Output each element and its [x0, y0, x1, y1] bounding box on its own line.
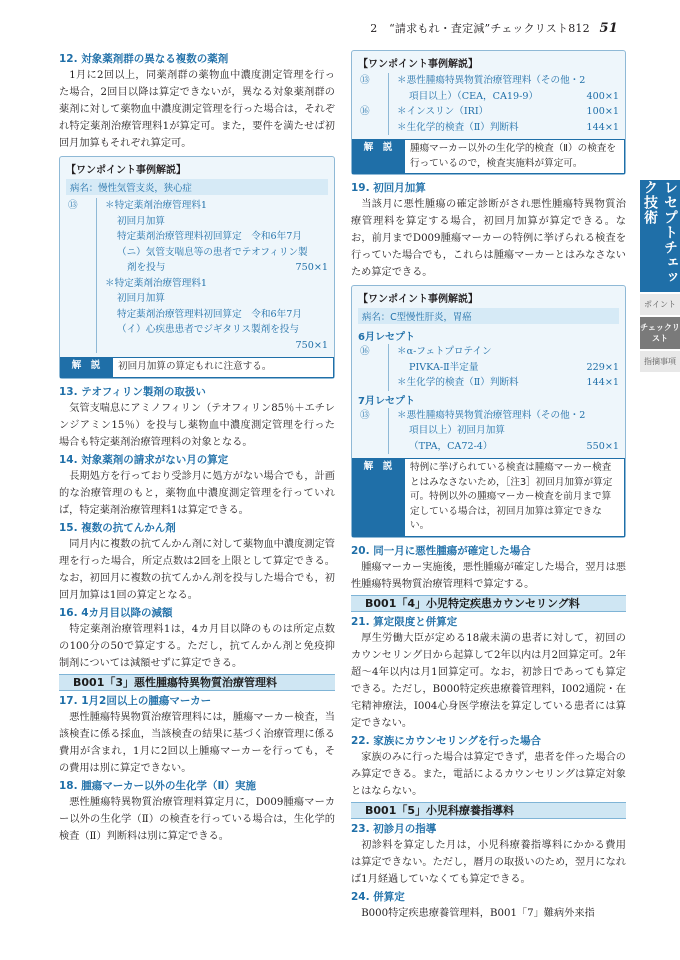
- claim-line-points: 100×1: [586, 106, 619, 117]
- claim-line-text: 項目以上）（CEA，CA19-9）: [409, 90, 539, 102]
- example-row: [358, 408, 619, 455]
- claim-line: [397, 408, 619, 424]
- section-15-body: 同月内に複数の抗てんかん剤に対して薬物血中濃度測定管理を行った場合，所定点数は2回を上限として算定できる。なお，初回月に複数の抗てんかん剤を投与した場合でも，初回月加算は1回の算定となる。: [59, 538, 335, 601]
- claim-line-text: （イ）心疾患患者でジギタリス製剤を投与: [117, 324, 299, 335]
- claim-groups: [358, 327, 619, 454]
- claim-line-points: 550×1: [586, 440, 619, 452]
- claim-line-points: 229×1: [586, 361, 619, 373]
- section-22-body: 家族のみに行った場合は算定できず，患者を伴った場合のみ算定できる。また，電話によるカウンセリングは算定対象とはならない。: [351, 751, 626, 797]
- section-20-heading: 20. 同一月に悪性腫瘍が確定した場合: [351, 544, 531, 557]
- claim-line: [105, 198, 328, 214]
- section-16-heading: 16. 4カ月目以降の減額: [59, 606, 173, 619]
- claim-line: [105, 307, 328, 323]
- example-box-2: [351, 50, 626, 175]
- section-14-heading: 14. 対象薬剤の請求がない月の算定: [59, 453, 229, 466]
- claim-items: [388, 408, 619, 455]
- right-column: [351, 50, 626, 922]
- claim-items: [388, 73, 619, 104]
- claim-line-text: ＊特定薬剤治療管理料1: [105, 200, 208, 211]
- claim-line-text: 特定薬剤治療管理料初回算定 令和6年7月: [117, 231, 302, 242]
- claim-line: [105, 291, 328, 307]
- section-12-body: 1月に2回以上，同薬剤群の薬物血中濃度測定管理を行った場合，2回目以降は算定できないが，異なる対象薬剤群の薬剤に対して薬物血中濃度測定管理を行った場合は，それぞれ特定薬剤治療管理料1が算定可。また，要件を満たせば初回月加算もそれぞれ算定可。: [59, 70, 335, 149]
- example-box-title: 【ワンポイント事例解説】: [358, 294, 478, 305]
- example-row: [66, 198, 328, 353]
- claim-items: [96, 198, 328, 353]
- example-diagnosis: 病名：慢性気管支炎，狭心症: [66, 179, 328, 195]
- side-tab-main: レセプトチェック技術: [640, 180, 680, 292]
- section-13-heading: 13. テオフィリン製剤の取扱い: [59, 385, 206, 398]
- claim-code: ⑬: [360, 75, 370, 86]
- section-bar-b001-3: B001「3」悪性腫瘍特異物質治療管理料: [59, 674, 335, 691]
- claim-line: [397, 360, 619, 376]
- claim-line: [105, 276, 328, 292]
- explanation-text: 初回月加算の算定もれに注意する。: [112, 357, 334, 378]
- chapter-title: “請求もれ・査定減”チェックリスト812: [389, 22, 590, 35]
- section-13-body: 気管支喘息にアミノフィリン（テオフィリン85％＋エチレンジアミン15％）を投与し薬物血中濃度測定管理を行った場合も特定薬剤治療管理料の対象となる。: [59, 402, 335, 448]
- side-index-tabs: [640, 180, 680, 372]
- claim-line: [105, 214, 328, 230]
- claim-rows: [358, 73, 619, 135]
- side-tab-point: ポイント: [640, 294, 680, 315]
- section-24-heading: 24. 併算定: [351, 890, 405, 903]
- claim-line-points: 750×1: [295, 262, 328, 273]
- claim-line-text: ＊特定薬剤治療管理料1: [105, 277, 208, 289]
- example-box-3: [351, 285, 626, 538]
- section-21-heading: 21. 算定限度と併算定: [351, 615, 458, 628]
- explanation-text: 特例に挙げられている検査は腫瘍マーカー検査とはみなさないため，［注3］初回月加算が算定可。特例以外の腫瘍マーカー検査を前月まで算定している場合は，初回月加算は算定できない。: [404, 458, 625, 537]
- section-bar-b001-4: B001「4」小児特定疾患カウンセリング料: [351, 595, 626, 612]
- claim-line-text: 特定薬剤治療管理料初回算定 令和6年7月: [117, 308, 302, 320]
- claim-line-points: 400×1: [586, 90, 619, 102]
- example-box-1: [59, 156, 335, 379]
- left-column: [59, 50, 335, 845]
- chapter-number: 2: [370, 22, 378, 35]
- section-14-body: 長期処方を行っており受診月に処方がない場合でも，計画的な治療管理のもと，薬物血中濃度測定管理を行っていれば，特定薬剤治療管理料1は算定できる。: [59, 470, 335, 516]
- claim-line: [105, 338, 328, 354]
- claim-line: [397, 375, 619, 391]
- claim-line: [105, 245, 328, 261]
- section-18-body: 悪性腫瘍特異物質治療管理料算定月に，D009腫瘍マーカー以外の生化学（Ⅱ）の検査を行っている場合は，生化学的検査（Ⅱ）判断料は別に算定できる。: [59, 796, 335, 842]
- claim-line-text: ＊悪性腫瘍特異物質治療管理料（その他・2: [397, 409, 586, 421]
- example-box-title: 【ワンポイント事例解説】: [358, 59, 478, 70]
- example-diagnosis: 病名：C型慢性肝炎，胃癌: [358, 308, 619, 324]
- claim-line-points: 144×1: [586, 121, 619, 133]
- explanation-label: 解 説: [363, 461, 393, 472]
- claim-line-text: （ニ）気管支喘息等の患者でテオフィリン製: [117, 246, 308, 258]
- section-23-body: 初診料を算定した月は，小児科療養指導料にかかる費用は算定できない。ただし，暦月の取扱いのため，翌月になれば1月経過していなくても算定できる。: [351, 839, 626, 885]
- example-box-title: 【ワンポイント事例解説】: [66, 165, 186, 176]
- section-20-body: 腫瘍マーカー実施後，悪性腫瘍が確定した場合，翌月は悪性腫瘍特異物質治療管理料で算定する。: [351, 561, 626, 590]
- claim-line-text: 初回月加算: [117, 293, 165, 304]
- explanation-label: 解 説: [363, 142, 393, 153]
- example-row: [358, 344, 619, 391]
- claim-line: [397, 104, 619, 120]
- claim-line: [105, 322, 328, 338]
- section-17-heading: 17. 1月2回以上の腫瘍マーカー: [59, 694, 212, 707]
- claim-code: ⑬: [68, 200, 78, 211]
- section-15-heading: 15. 複数の抗てんかん剤: [59, 521, 176, 534]
- claim-code: ⑯: [360, 106, 370, 117]
- claim-line-text: ＊インスリン（IRI）: [397, 106, 489, 117]
- section-23-heading: 23. 初診月の指導: [351, 822, 437, 835]
- section-16-body: 特定薬剤治療管理料1は，4カ月目以降のものは所定点数の100分の50で算定する。ただし，抗てんかん剤と免疫抑制剤については減額せずに算定できる。: [59, 623, 335, 669]
- running-head: [370, 20, 618, 36]
- receipt-month-label: 7月レセプト: [358, 395, 415, 407]
- section-22-heading: 22. 家族にカウンセリングを行った場合: [351, 734, 542, 747]
- claim-line-text: 剤を投与: [127, 262, 166, 273]
- side-tab-checklist: チェックリスト: [640, 317, 680, 349]
- claim-line-points: 144×1: [586, 377, 619, 388]
- example-row: [358, 104, 619, 135]
- claim-line: [105, 260, 328, 276]
- section-21-body: 厚生労働大臣が定める18歳未満の患者に対して，初回のカウンセリング日から起算して2年以内は月2回算定可。2年超～4年以内は月1回算定可。なお，初診日であっても算定できる。ただし，B000特定疾患療養管理料，I002通院・在宅精神療法，I004心身医学療法を算定している患者には算定できない。: [351, 632, 626, 729]
- claim-line: [397, 120, 619, 136]
- claim-code: ⑯: [360, 346, 370, 357]
- section-bar-b001-5: B001「5」小児科療養指導料: [351, 802, 626, 819]
- explanation-text: 腫瘍マーカー以外の生化学的検査（Ⅱ）の検査を行っているので，検査実施料が算定可。: [404, 139, 625, 174]
- claim-items: [388, 344, 619, 391]
- example-row: [358, 73, 619, 104]
- claim-line-points: 750×1: [295, 339, 328, 351]
- claim-line: [105, 229, 328, 245]
- explanation-note: [352, 458, 625, 537]
- claim-code: ⑬: [360, 409, 370, 421]
- explanation-note: [60, 357, 334, 378]
- claim-line-text: ＊悪性腫瘍特異物質治療管理料（その他・2: [397, 75, 586, 86]
- section-18-heading: 18. 腫瘍マーカー以外の生化学（Ⅱ）実施: [59, 779, 256, 792]
- claim-items: [388, 104, 619, 135]
- receipt-month-label: 6月レセプト: [358, 332, 415, 343]
- section-19-heading: 19. 初回月加算: [351, 182, 426, 194]
- claim-line: [397, 423, 619, 439]
- claim-line-text: ＊生化学的検査（Ⅱ）判断料: [397, 377, 519, 388]
- side-tab-findings: 指摘事項: [640, 351, 680, 372]
- section-12-heading: 12. 対象薬剤群の異なる複数の薬剤: [59, 53, 229, 65]
- claim-line-text: 項目以上）初回月加算: [409, 425, 505, 436]
- section-19-body: 当該月に悪性腫瘍の確定診断がされ悪性腫瘍特異物質治療管理料を算定する場合，初回月加算が算定できる。なお，前月までD009腫瘍マーカーの特例に挙げられる検査を行っていた場合でも，これらは腫瘍マーカーとはみなさないため算定できる。: [351, 199, 626, 278]
- explanation-label: 解 説: [71, 360, 101, 371]
- claim-line-text: （TPA，CA72-4）: [409, 440, 493, 452]
- claim-line: [397, 89, 619, 105]
- section-17-body: 悪性腫瘍特異物質治療管理料には，腫瘍マーカー検査，当該検査に係る採血，当該検査の結果に基づく治療管理に係る費用が含まれ，1月に2回以上腫瘍マーカーを行っても，その費用は別に算定できない。: [59, 711, 335, 774]
- claim-line: [397, 439, 619, 455]
- explanation-note: [352, 139, 625, 174]
- claim-line-text: 初回月加算: [117, 215, 165, 227]
- page-number: 51: [599, 21, 618, 36]
- section-24-body: B000特定疾患療養管理料，B001「7」難病外来指: [361, 907, 595, 919]
- claim-line-text: PIVKA-Ⅱ半定量: [409, 361, 479, 373]
- claim-line: [397, 73, 619, 89]
- claim-line-text: ＊α-フェトプロテイン: [397, 346, 492, 357]
- claim-line-text: ＊生化学的検査（Ⅱ）判断料: [397, 121, 519, 133]
- claim-line: [397, 344, 619, 360]
